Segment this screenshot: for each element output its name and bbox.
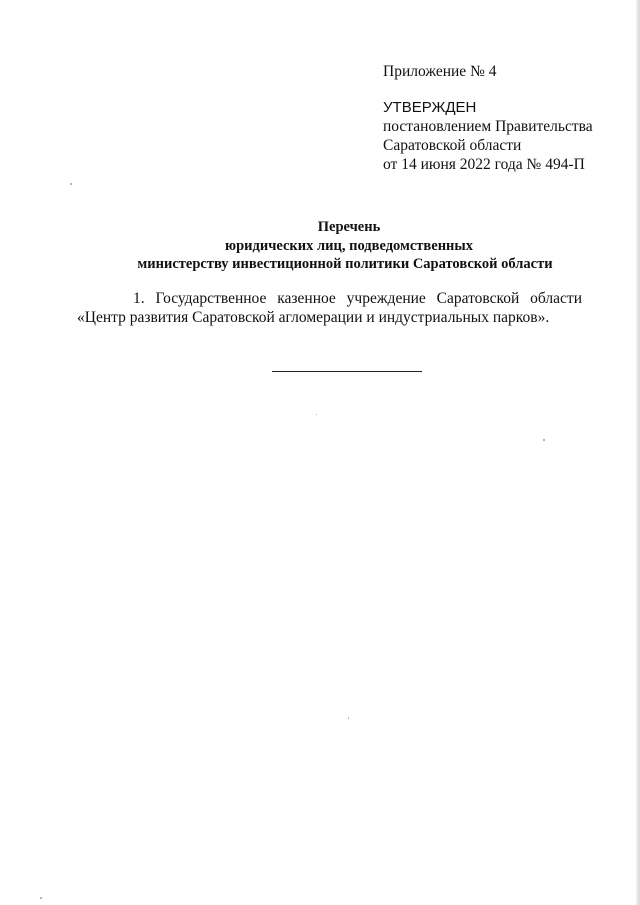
approval-block	[383, 62, 623, 174]
scan-speck	[348, 717, 349, 719]
scan-speck	[543, 439, 545, 441]
approval-line-2: Саратовской области	[383, 137, 522, 154]
scan-speck	[316, 414, 317, 415]
document-title	[60, 218, 630, 274]
approval-line-3: от 14 июня 2022 года № 494-П	[383, 156, 585, 173]
approved-label: УТВЕРЖДЕН	[383, 99, 477, 116]
title-line-1: Перечень	[317, 219, 381, 235]
scan-speck	[40, 897, 42, 899]
separator-line	[272, 371, 422, 372]
title-line-3: министерству инвестиционной политики Саратовской области	[137, 256, 553, 272]
scan-speck	[70, 183, 72, 185]
annex-number: Приложение № 4	[383, 63, 497, 80]
approval-line-1: постановлением Правительства	[383, 118, 593, 135]
title-line-2: юридических лиц, подведомственных	[225, 237, 473, 254]
list-item-1: 1. Государственное казенное учреждение Саратовской области «Центр развития Саратовской агломерации и индустриальных парков».	[77, 290, 582, 326]
scan-edge-shadow	[636, 0, 640, 905]
